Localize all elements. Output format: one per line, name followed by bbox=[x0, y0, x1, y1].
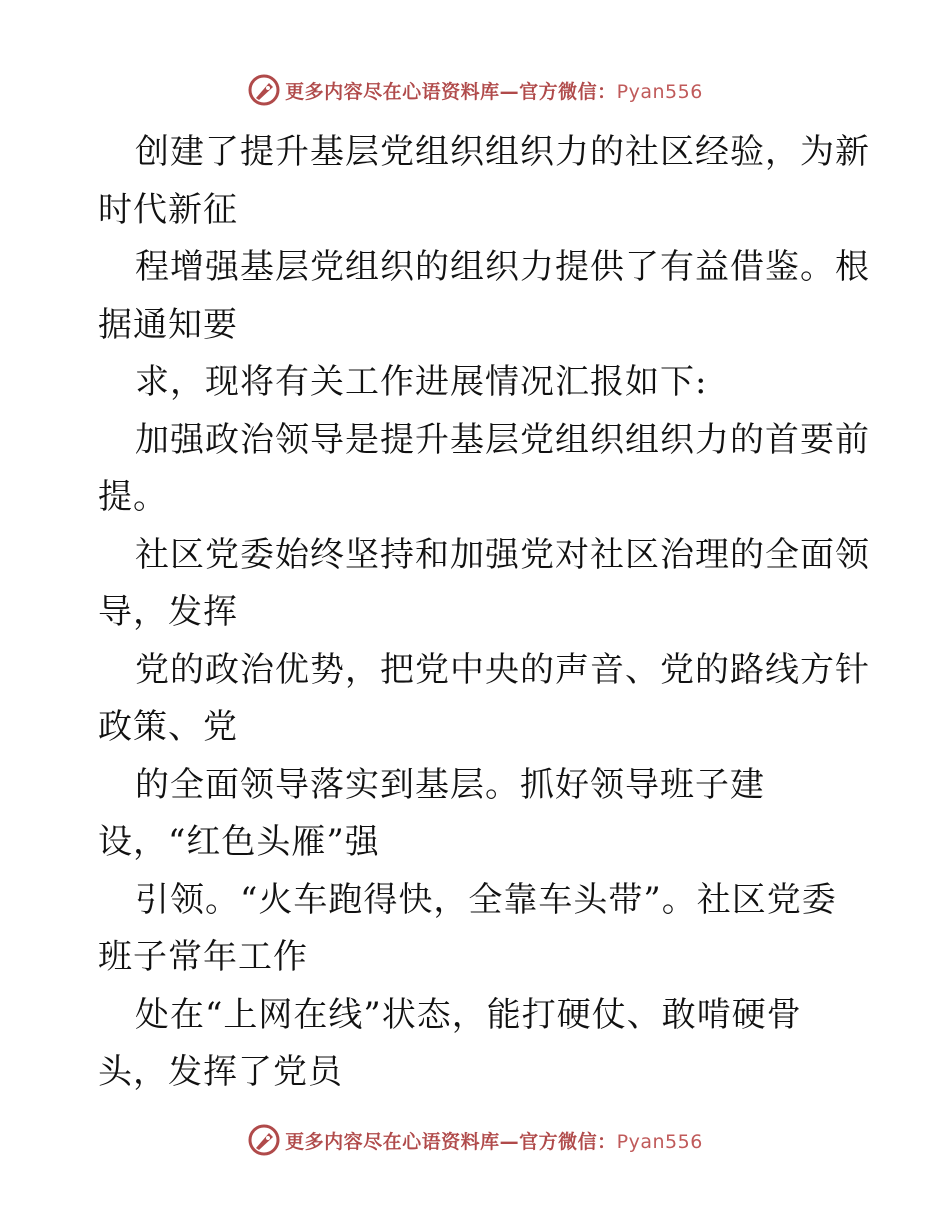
text-line: 头，发挥了党员 bbox=[98, 1052, 343, 1092]
text-line: 据通知要 bbox=[98, 304, 238, 345]
banner-text: 更多内容尽在心语资料库—官方微信：Pyan556 bbox=[285, 80, 703, 103]
text-line: 程增强基层党组织的组织力提供了有益借鉴。根 bbox=[135, 247, 870, 287]
text-line: 提。 bbox=[98, 477, 168, 517]
text-line: 求，现将有关工作进展情况汇报如下: bbox=[135, 362, 708, 402]
text-line: 时代新征 bbox=[98, 189, 238, 230]
wechat-id: Pyan556 bbox=[616, 80, 703, 103]
pen-nib-logo-icon bbox=[247, 1123, 281, 1157]
text-line: 政策、党 bbox=[98, 707, 238, 747]
text-line: 社区党委始终坚持和加强党对社区治理的全面领 bbox=[135, 534, 870, 575]
text-line: 处在“上网在线”状态，能打硬仗、敢啃硬骨 bbox=[135, 994, 802, 1035]
header-banner bbox=[0, 70, 950, 110]
text-line: 引领。“火车跑得快，全靠车头带”。社区党委 bbox=[135, 879, 837, 920]
text-line: 党的政治优势，把党中央的声音、党的路线方针 bbox=[135, 649, 870, 690]
text-line: 加强政治领导是提升基层党组织组织力的首要前 bbox=[135, 419, 870, 460]
text-line: 导，发挥 bbox=[98, 592, 238, 632]
text-line: 创建了提升基层党组织组织力的社区经验，为新 bbox=[135, 132, 870, 172]
text-line: 的全面领导落实到基层。抓好领导班子建 bbox=[135, 764, 765, 805]
wechat-id: Pyan556 bbox=[616, 1130, 703, 1153]
document-body bbox=[98, 124, 870, 1102]
pen-nib-logo-icon bbox=[247, 73, 281, 107]
footer-banner bbox=[0, 1120, 950, 1160]
banner-text: 更多内容尽在心语资料库—官方微信：Pyan556 bbox=[285, 1130, 703, 1153]
text-line: 班子常年工作 bbox=[98, 937, 308, 977]
text-line: 设，“红色头雁”强 bbox=[98, 822, 380, 862]
